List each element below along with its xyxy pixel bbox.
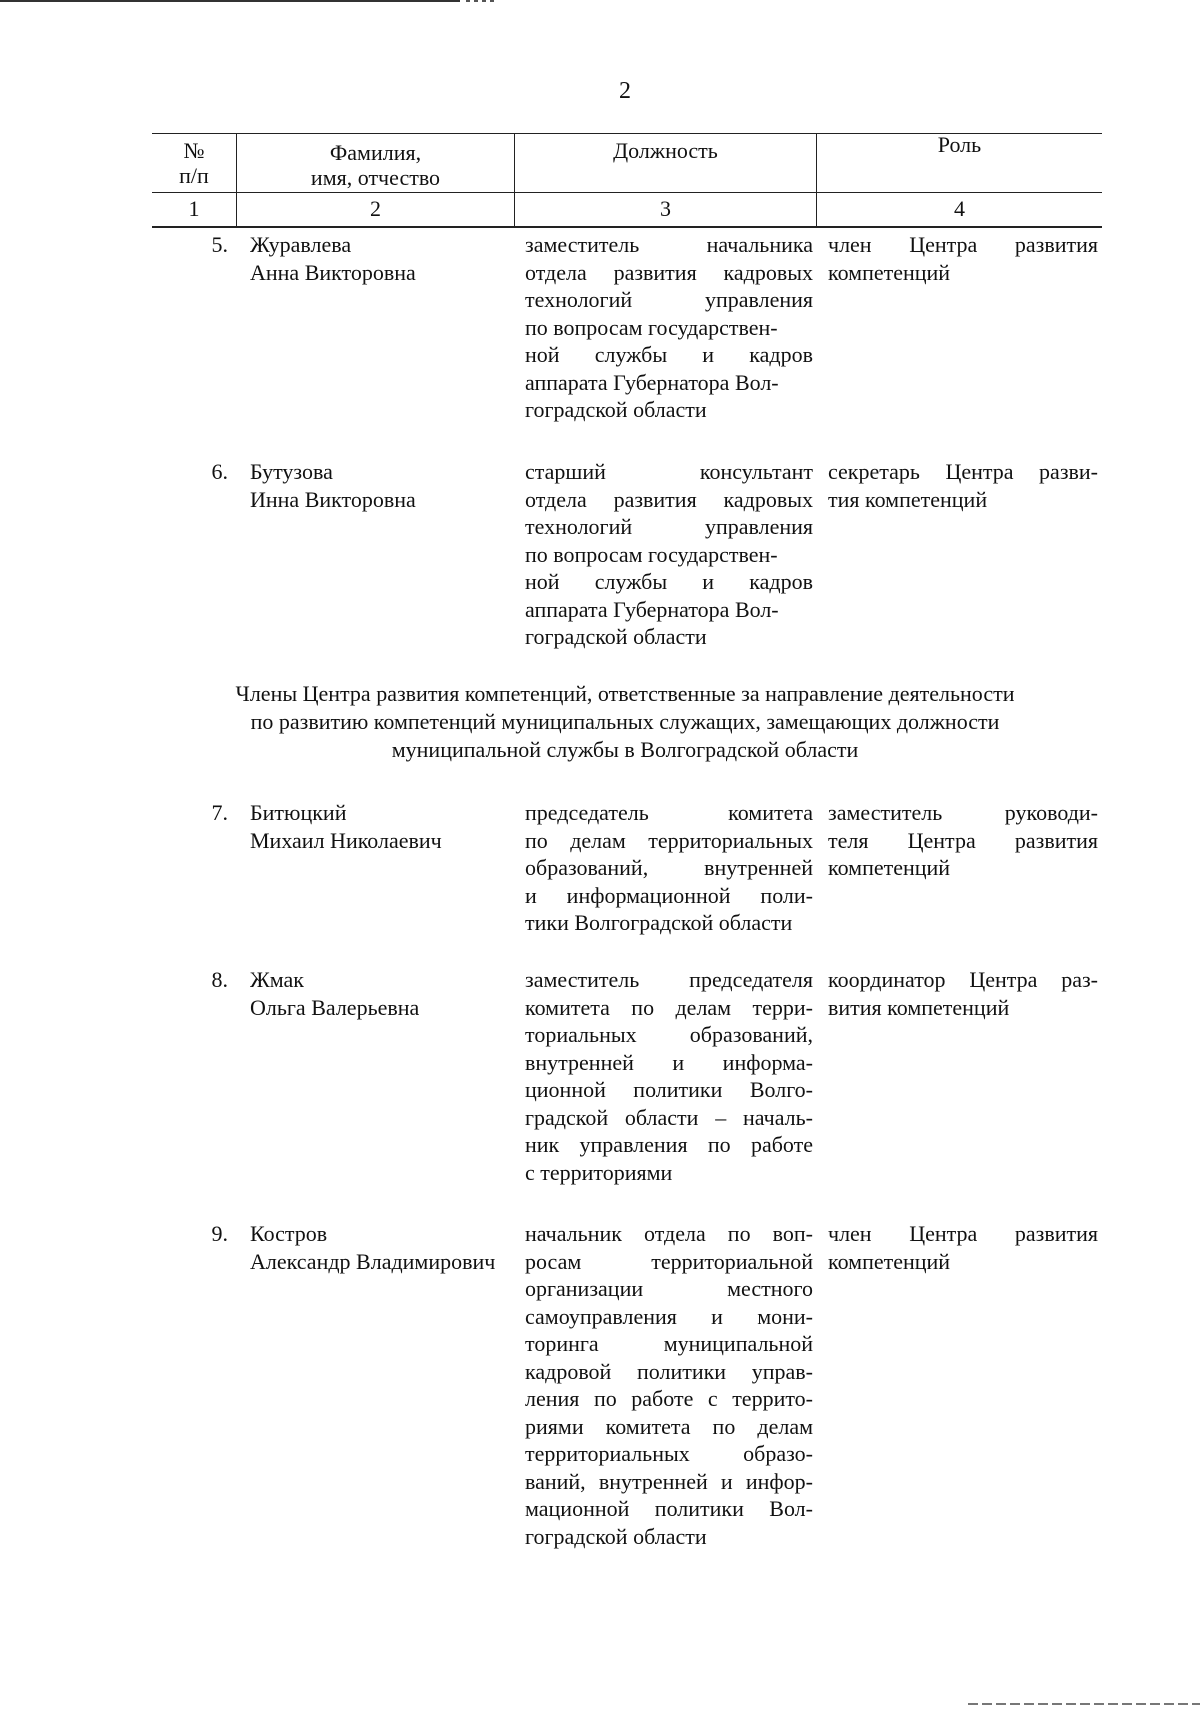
row-number: 7. xyxy=(211,800,228,825)
header-num-1: 1 xyxy=(188,196,200,221)
role-text xyxy=(828,231,1098,286)
role-line: координатор Центра раз- xyxy=(828,967,1098,992)
role-text xyxy=(828,966,1098,1021)
role-text xyxy=(828,458,1098,513)
position-line: старший консультант xyxy=(525,459,813,484)
position-line: аппарата Губернатора Вол- xyxy=(525,596,779,622)
position-line: образований, внутренней xyxy=(525,855,813,880)
position-line: риями комитета по делам xyxy=(525,1413,813,1439)
name-line: Битюцкий xyxy=(250,800,347,825)
position-text xyxy=(525,799,813,937)
role-line: заместитель руководи- xyxy=(828,800,1098,825)
table-header xyxy=(152,133,1102,228)
header-col-name: Фамилия, имя, отчество xyxy=(310,140,441,190)
role-line: член Центра развития xyxy=(828,1221,1098,1246)
position-line: отдела развития кадровых xyxy=(525,259,813,285)
name-line: Жмак xyxy=(250,967,304,992)
name-line: Бутузова xyxy=(250,459,333,484)
name-line: Анна Викторовна xyxy=(250,259,416,285)
role-text xyxy=(828,799,1098,882)
position-line: по делам территориальных xyxy=(525,827,813,853)
role-line: вития компетенций xyxy=(828,994,1010,1020)
name-line: Журавлева xyxy=(250,232,352,257)
role-line: секретарь Центра разви- xyxy=(828,459,1098,484)
row-number: 9. xyxy=(211,1221,228,1246)
position-line: заместитель начальника xyxy=(525,232,813,257)
position-line: гоградской области xyxy=(525,1523,707,1549)
position-line: самоуправления и мони- xyxy=(525,1303,813,1329)
position-line: гоградской области xyxy=(525,624,707,649)
position-line: ционной политики Волго- xyxy=(525,1077,813,1102)
position-line: росам территориальной xyxy=(525,1248,813,1274)
position-line: гоградской области xyxy=(525,397,707,422)
position-line: градской области – началь- xyxy=(525,1104,813,1130)
position-line: председатель комитета xyxy=(525,800,813,825)
position-line: внутренней и информа- xyxy=(525,1049,813,1075)
position-line: ной службы и кадров xyxy=(525,342,813,367)
position-line: ной службы и кадров xyxy=(525,569,813,594)
position-line: тики Волгоградской области xyxy=(525,910,793,935)
position-line: торинга муниципальной xyxy=(525,1331,813,1356)
row-number: 5. xyxy=(211,232,228,257)
name-line: Ольга Валерьевна xyxy=(250,994,420,1020)
role-line: компетенций xyxy=(828,259,951,285)
position-text xyxy=(525,231,813,424)
header-num-4: 4 xyxy=(954,196,965,221)
role-line: тия компетенций xyxy=(828,486,988,512)
header-col-number: № п/п xyxy=(179,138,209,188)
position-line: организации местного xyxy=(525,1276,813,1301)
position-line: аппарата Губернатора Вол- xyxy=(525,369,779,395)
name-line: Инна Викторовна xyxy=(250,486,416,512)
position-line: и информационной поли- xyxy=(525,882,813,908)
position-line: комитета по делам терри- xyxy=(525,994,813,1020)
position-line: технологий управления xyxy=(525,287,813,312)
scan-artifact-bottom xyxy=(968,1703,1200,1705)
position-line: отдела развития кадровых xyxy=(525,486,813,512)
position-line: заместитель председателя xyxy=(525,967,813,992)
position-line: ваний, внутренней и инфор- xyxy=(525,1468,813,1494)
header-num-3: 3 xyxy=(660,196,671,221)
position-line: начальник отдела по воп- xyxy=(525,1221,813,1246)
position-text xyxy=(525,966,813,1186)
position-line: по вопросам государствен- xyxy=(525,314,778,340)
position-line: ления по работе с террито- xyxy=(525,1386,813,1411)
scan-artifact-top-dashes xyxy=(466,0,496,2)
person-name xyxy=(250,231,520,286)
person-name xyxy=(250,799,520,854)
position-line: мационной политики Вол- xyxy=(525,1496,813,1521)
role-line: компетенций xyxy=(828,1248,951,1274)
section-heading: Члены Центра развития компетенций, ответственные за направление деятельности по развитию компетенций муниципальных служащих, замещающих должности муниципальной службы в Волгоградской области xyxy=(235,681,1015,762)
name-line: Михаил Николаевич xyxy=(250,827,442,853)
role-text xyxy=(828,1220,1098,1275)
position-line: по вопросам государствен- xyxy=(525,541,778,567)
person-name xyxy=(250,966,520,1021)
scan-artifact-top xyxy=(0,0,460,2)
row-number: 6. xyxy=(211,459,228,484)
person-name xyxy=(250,458,520,513)
name-line: Костров xyxy=(250,1221,328,1246)
position-line: кадровой политики управ- xyxy=(525,1358,813,1384)
role-line: теля Центра развития xyxy=(828,827,1098,853)
header-col-position: Должность xyxy=(613,138,718,163)
position-line: технологий управления xyxy=(525,514,813,539)
position-text xyxy=(525,1220,813,1550)
position-line: ториальных образований, xyxy=(525,1022,813,1047)
position-line: с территориями xyxy=(525,1159,673,1185)
position-text xyxy=(525,458,813,651)
header-num-2: 2 xyxy=(370,196,381,221)
person-name xyxy=(250,1220,520,1275)
position-line: территориальных образо- xyxy=(525,1441,813,1466)
header-col-role: Роль xyxy=(937,132,982,157)
position-line: ник управления по работе xyxy=(525,1132,813,1157)
page-number: 2 xyxy=(619,78,631,104)
name-line: Александр Владимирович xyxy=(250,1248,496,1274)
role-line: член Центра развития xyxy=(828,232,1098,257)
role-line: компетенций xyxy=(828,855,951,880)
row-number: 8. xyxy=(211,967,228,992)
